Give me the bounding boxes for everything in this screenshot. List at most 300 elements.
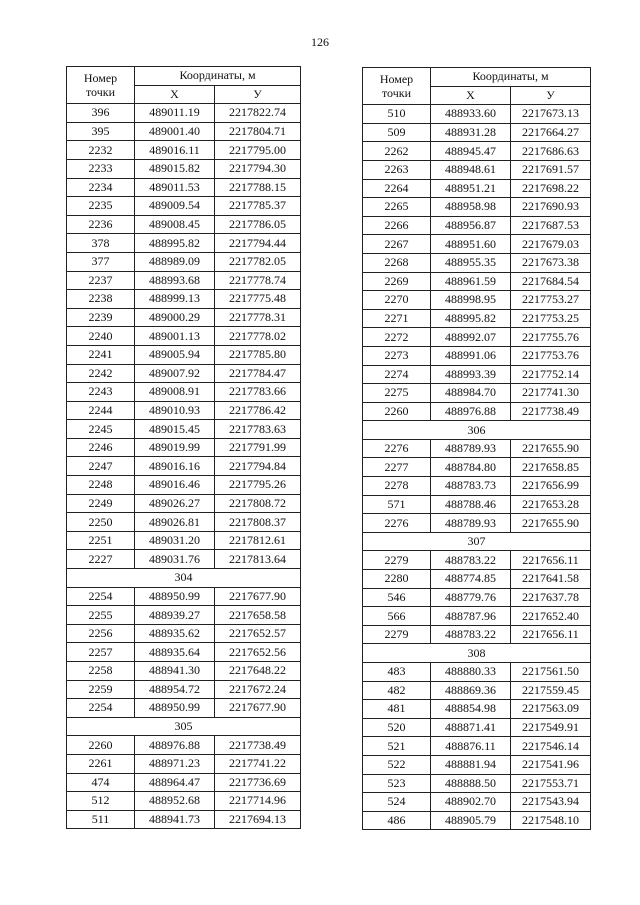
y-coordinate-cell: 2217694.13 bbox=[215, 810, 301, 829]
y-coordinate-cell: 2217698.22 bbox=[511, 179, 591, 198]
point-number-cell: 2239 bbox=[67, 308, 135, 327]
point-number-cell: 2237 bbox=[67, 271, 135, 290]
point-number-cell: 2271 bbox=[363, 309, 431, 328]
point-number-cell: 2256 bbox=[67, 624, 135, 643]
x-coordinate-cell: 488951.60 bbox=[431, 235, 511, 254]
x-coordinate-cell: 488989.09 bbox=[135, 252, 215, 271]
point-number-cell: 474 bbox=[67, 773, 135, 792]
table-row bbox=[67, 494, 301, 513]
x-coordinate-cell: 489031.20 bbox=[135, 531, 215, 550]
y-coordinate-cell: 2217778.02 bbox=[215, 327, 301, 346]
point-number-cell: 2236 bbox=[67, 215, 135, 234]
table-row bbox=[363, 495, 591, 514]
y-coordinate-cell: 2217559.45 bbox=[511, 681, 591, 700]
x-coordinate-cell: 488871.41 bbox=[431, 718, 511, 737]
header-y: У bbox=[511, 86, 591, 105]
y-coordinate-cell: 2217783.63 bbox=[215, 420, 301, 439]
point-number-cell: 2246 bbox=[67, 438, 135, 457]
x-coordinate-cell: 489016.46 bbox=[135, 476, 215, 495]
table-row bbox=[363, 663, 591, 682]
y-coordinate-cell: 2217553.71 bbox=[511, 774, 591, 793]
table-row bbox=[363, 160, 591, 179]
point-number-cell: 483 bbox=[363, 663, 431, 682]
point-number-cell: 2279 bbox=[363, 625, 431, 644]
y-coordinate-cell: 2217752.14 bbox=[511, 365, 591, 384]
y-coordinate-cell: 2217561.50 bbox=[511, 663, 591, 682]
y-coordinate-cell: 2217738.49 bbox=[511, 402, 591, 421]
x-coordinate-cell: 489009.54 bbox=[135, 197, 215, 216]
table-row bbox=[363, 625, 591, 644]
point-number-cell: 2238 bbox=[67, 290, 135, 309]
table-row bbox=[363, 365, 591, 384]
x-coordinate-cell: 489016.16 bbox=[135, 457, 215, 476]
table-row bbox=[363, 309, 591, 328]
table-row bbox=[363, 458, 591, 477]
x-coordinate-cell: 488933.60 bbox=[431, 105, 511, 124]
table-row bbox=[67, 550, 301, 569]
table-row bbox=[67, 754, 301, 773]
table-row bbox=[67, 308, 301, 327]
table-row bbox=[363, 328, 591, 347]
point-number-cell: 2257 bbox=[67, 643, 135, 662]
y-coordinate-cell: 2217753.76 bbox=[511, 346, 591, 365]
point-number-cell: 2267 bbox=[363, 235, 431, 254]
point-number-cell: 521 bbox=[363, 737, 431, 756]
table-row bbox=[67, 606, 301, 625]
y-coordinate-cell: 2217786.42 bbox=[215, 401, 301, 420]
table-row bbox=[363, 291, 591, 310]
y-coordinate-cell: 2217641.58 bbox=[511, 570, 591, 589]
y-coordinate-cell: 2217786.05 bbox=[215, 215, 301, 234]
point-number-cell: 377 bbox=[67, 252, 135, 271]
point-number-cell: 2244 bbox=[67, 401, 135, 420]
point-number-cell: 2260 bbox=[363, 402, 431, 421]
point-number-cell: 2277 bbox=[363, 458, 431, 477]
y-coordinate-cell: 2217691.57 bbox=[511, 160, 591, 179]
point-number-cell: 2275 bbox=[363, 384, 431, 403]
table-row bbox=[67, 476, 301, 495]
section-row bbox=[363, 421, 591, 440]
y-coordinate-cell: 2217656.11 bbox=[511, 625, 591, 644]
x-coordinate-cell: 489005.94 bbox=[135, 345, 215, 364]
point-number-cell: 2264 bbox=[363, 179, 431, 198]
point-number-cell: 2263 bbox=[363, 160, 431, 179]
y-coordinate-cell: 2217548.10 bbox=[511, 811, 591, 830]
x-coordinate-cell: 488779.76 bbox=[431, 588, 511, 607]
table-row bbox=[363, 718, 591, 737]
x-coordinate-cell: 488787.96 bbox=[431, 607, 511, 626]
header-point-line1: Номер bbox=[379, 72, 414, 87]
y-coordinate-cell: 2217672.24 bbox=[215, 680, 301, 699]
y-coordinate-cell: 2217541.96 bbox=[511, 755, 591, 774]
x-coordinate-cell: 488950.99 bbox=[135, 587, 215, 606]
table-row bbox=[363, 105, 591, 124]
table-row bbox=[67, 234, 301, 253]
y-coordinate-cell: 2217808.72 bbox=[215, 494, 301, 513]
x-coordinate-cell: 488881.94 bbox=[431, 755, 511, 774]
table-row bbox=[363, 551, 591, 570]
section-row bbox=[363, 644, 591, 663]
section-label: 305 bbox=[67, 717, 301, 736]
y-coordinate-cell: 2217655.90 bbox=[511, 439, 591, 458]
table-row bbox=[363, 123, 591, 142]
x-coordinate-cell: 488774.85 bbox=[431, 570, 511, 589]
point-number-cell: 2235 bbox=[67, 197, 135, 216]
y-coordinate-cell: 2217804.71 bbox=[215, 122, 301, 141]
x-coordinate-cell: 488961.59 bbox=[431, 272, 511, 291]
point-number-cell: 2241 bbox=[67, 345, 135, 364]
table-row bbox=[363, 216, 591, 235]
section-row bbox=[67, 717, 301, 736]
y-coordinate-cell: 2217795.00 bbox=[215, 141, 301, 160]
table-row bbox=[67, 643, 301, 662]
section-row bbox=[67, 569, 301, 588]
point-number-cell: 482 bbox=[363, 681, 431, 700]
x-coordinate-cell: 488951.21 bbox=[431, 179, 511, 198]
table-row bbox=[67, 178, 301, 197]
y-coordinate-cell: 2217652.57 bbox=[215, 624, 301, 643]
section-label: 306 bbox=[363, 421, 591, 440]
table-row bbox=[363, 179, 591, 198]
y-coordinate-cell: 2217677.90 bbox=[215, 699, 301, 718]
y-coordinate-cell: 2217794.84 bbox=[215, 457, 301, 476]
x-coordinate-cell: 489008.91 bbox=[135, 383, 215, 402]
point-number-cell: 2265 bbox=[363, 198, 431, 217]
header-coordinates: Координаты, м bbox=[135, 67, 301, 86]
table-row bbox=[363, 700, 591, 719]
header-point-number bbox=[67, 67, 135, 104]
header-point-line1: Номер bbox=[83, 71, 118, 86]
y-coordinate-cell: 2217648.22 bbox=[215, 662, 301, 681]
x-coordinate-cell: 488876.11 bbox=[431, 737, 511, 756]
point-number-cell: 2240 bbox=[67, 327, 135, 346]
y-coordinate-cell: 2217677.90 bbox=[215, 587, 301, 606]
x-coordinate-cell: 489010.93 bbox=[135, 401, 215, 420]
y-coordinate-cell: 2217783.66 bbox=[215, 383, 301, 402]
table-row bbox=[67, 699, 301, 718]
x-coordinate-cell: 489026.27 bbox=[135, 494, 215, 513]
y-coordinate-cell: 2217637.78 bbox=[511, 588, 591, 607]
point-number-cell: 524 bbox=[363, 793, 431, 812]
x-coordinate-cell: 489031.76 bbox=[135, 550, 215, 569]
y-coordinate-cell: 2217785.80 bbox=[215, 345, 301, 364]
x-coordinate-cell: 489016.11 bbox=[135, 141, 215, 160]
point-number-cell: 2243 bbox=[67, 383, 135, 402]
point-number-cell: 2250 bbox=[67, 513, 135, 532]
point-number-cell: 2227 bbox=[67, 550, 135, 569]
point-number-cell: 2247 bbox=[67, 457, 135, 476]
coordinates-table-right bbox=[362, 67, 591, 830]
point-number-cell: 2259 bbox=[67, 680, 135, 699]
point-number-cell: 566 bbox=[363, 607, 431, 626]
x-coordinate-cell: 488931.28 bbox=[431, 123, 511, 142]
table-row bbox=[363, 588, 591, 607]
table-row bbox=[67, 104, 301, 123]
point-number-cell: 2245 bbox=[67, 420, 135, 439]
x-coordinate-cell: 488993.39 bbox=[431, 365, 511, 384]
y-coordinate-cell: 2217775.48 bbox=[215, 290, 301, 309]
point-number-cell: 2234 bbox=[67, 178, 135, 197]
y-coordinate-cell: 2217546.14 bbox=[511, 737, 591, 756]
header-point-line2: точки bbox=[381, 86, 412, 101]
x-coordinate-cell: 488869.36 bbox=[431, 681, 511, 700]
y-coordinate-cell: 2217755.76 bbox=[511, 328, 591, 347]
point-number-cell: 2268 bbox=[363, 253, 431, 272]
y-coordinate-cell: 2217753.25 bbox=[511, 309, 591, 328]
point-number-cell: 396 bbox=[67, 104, 135, 123]
table-row bbox=[67, 159, 301, 178]
point-number-cell: 571 bbox=[363, 495, 431, 514]
y-coordinate-cell: 2217794.30 bbox=[215, 159, 301, 178]
x-coordinate-cell: 488995.82 bbox=[431, 309, 511, 328]
y-coordinate-cell: 2217686.63 bbox=[511, 142, 591, 161]
y-coordinate-cell: 2217658.85 bbox=[511, 458, 591, 477]
section-label: 304 bbox=[67, 569, 301, 588]
table-row bbox=[363, 793, 591, 812]
x-coordinate-cell: 488984.70 bbox=[431, 384, 511, 403]
point-number-cell: 395 bbox=[67, 122, 135, 141]
y-coordinate-cell: 2217753.27 bbox=[511, 291, 591, 310]
x-coordinate-cell: 489007.92 bbox=[135, 364, 215, 383]
x-coordinate-cell: 488783.22 bbox=[431, 551, 511, 570]
y-coordinate-cell: 2217658.58 bbox=[215, 606, 301, 625]
x-coordinate-cell: 489008.45 bbox=[135, 215, 215, 234]
table-row bbox=[67, 290, 301, 309]
y-coordinate-cell: 2217673.13 bbox=[511, 105, 591, 124]
table-row bbox=[67, 438, 301, 457]
header-y: У bbox=[215, 85, 301, 104]
x-coordinate-cell: 488971.23 bbox=[135, 754, 215, 773]
table-row bbox=[67, 364, 301, 383]
y-coordinate-cell: 2217794.44 bbox=[215, 234, 301, 253]
x-coordinate-cell: 488976.88 bbox=[135, 736, 215, 755]
point-number-cell: 2279 bbox=[363, 551, 431, 570]
table-row bbox=[67, 252, 301, 271]
x-coordinate-cell: 489019.99 bbox=[135, 438, 215, 457]
point-number-cell: 2274 bbox=[363, 365, 431, 384]
x-coordinate-cell: 488991.06 bbox=[431, 346, 511, 365]
table-body-right bbox=[363, 105, 591, 830]
x-coordinate-cell: 489026.81 bbox=[135, 513, 215, 532]
point-number-cell: 2276 bbox=[363, 439, 431, 458]
x-coordinate-cell: 488993.68 bbox=[135, 271, 215, 290]
y-coordinate-cell: 2217795.26 bbox=[215, 476, 301, 495]
table-row bbox=[67, 531, 301, 550]
table-row bbox=[363, 570, 591, 589]
x-coordinate-cell: 489011.19 bbox=[135, 104, 215, 123]
table-row bbox=[67, 792, 301, 811]
header-x: X bbox=[135, 85, 215, 104]
x-coordinate-cell: 488905.79 bbox=[431, 811, 511, 830]
x-coordinate-cell: 488939.27 bbox=[135, 606, 215, 625]
point-number-cell: 2261 bbox=[67, 754, 135, 773]
y-coordinate-cell: 2217813.64 bbox=[215, 550, 301, 569]
header-coordinates: Координаты, м bbox=[431, 68, 591, 87]
x-coordinate-cell: 488941.73 bbox=[135, 810, 215, 829]
y-coordinate-cell: 2217741.30 bbox=[511, 384, 591, 403]
table-row bbox=[67, 810, 301, 829]
x-coordinate-cell: 488902.70 bbox=[431, 793, 511, 812]
point-number-cell: 2249 bbox=[67, 494, 135, 513]
point-number-cell: 2254 bbox=[67, 587, 135, 606]
x-coordinate-cell: 488941.30 bbox=[135, 662, 215, 681]
x-coordinate-cell: 488854.98 bbox=[431, 700, 511, 719]
table-row bbox=[67, 345, 301, 364]
point-number-cell: 512 bbox=[67, 792, 135, 811]
table-row bbox=[67, 401, 301, 420]
point-number-cell: 2232 bbox=[67, 141, 135, 160]
x-coordinate-cell: 489011.53 bbox=[135, 178, 215, 197]
y-coordinate-cell: 2217808.37 bbox=[215, 513, 301, 532]
table-body-left bbox=[67, 104, 301, 829]
x-coordinate-cell: 488995.82 bbox=[135, 234, 215, 253]
x-coordinate-cell: 488999.13 bbox=[135, 290, 215, 309]
table-row bbox=[67, 215, 301, 234]
y-coordinate-cell: 2217736.69 bbox=[215, 773, 301, 792]
point-number-cell: 481 bbox=[363, 700, 431, 719]
table-row bbox=[363, 514, 591, 533]
x-coordinate-cell: 488789.93 bbox=[431, 439, 511, 458]
y-coordinate-cell: 2217684.54 bbox=[511, 272, 591, 291]
y-coordinate-cell: 2217782.05 bbox=[215, 252, 301, 271]
header-x: X bbox=[431, 86, 511, 105]
table-row bbox=[67, 773, 301, 792]
point-number-cell: 511 bbox=[67, 810, 135, 829]
y-coordinate-cell: 2217652.40 bbox=[511, 607, 591, 626]
point-number-cell: 2272 bbox=[363, 328, 431, 347]
point-number-cell: 2260 bbox=[67, 736, 135, 755]
point-number-cell: 486 bbox=[363, 811, 431, 830]
y-coordinate-cell: 2217738.49 bbox=[215, 736, 301, 755]
table-row bbox=[67, 587, 301, 606]
section-label: 308 bbox=[363, 644, 591, 663]
point-number-cell: 520 bbox=[363, 718, 431, 737]
point-number-cell: 546 bbox=[363, 588, 431, 607]
point-number-cell: 2248 bbox=[67, 476, 135, 495]
y-coordinate-cell: 2217656.99 bbox=[511, 477, 591, 496]
x-coordinate-cell: 488958.98 bbox=[431, 198, 511, 217]
table-row bbox=[363, 198, 591, 217]
x-coordinate-cell: 488783.73 bbox=[431, 477, 511, 496]
y-coordinate-cell: 2217653.28 bbox=[511, 495, 591, 514]
y-coordinate-cell: 2217741.22 bbox=[215, 754, 301, 773]
table-row bbox=[363, 142, 591, 161]
table-row bbox=[67, 624, 301, 643]
coordinates-table-left bbox=[66, 66, 301, 829]
table-row bbox=[363, 439, 591, 458]
point-number-cell: 523 bbox=[363, 774, 431, 793]
table-row bbox=[67, 457, 301, 476]
x-coordinate-cell: 488935.62 bbox=[135, 624, 215, 643]
x-coordinate-cell: 488935.64 bbox=[135, 643, 215, 662]
x-coordinate-cell: 489015.45 bbox=[135, 420, 215, 439]
section-row bbox=[363, 532, 591, 551]
point-number-cell: 2269 bbox=[363, 272, 431, 291]
table-row bbox=[363, 737, 591, 756]
table-row bbox=[67, 680, 301, 699]
x-coordinate-cell: 488945.47 bbox=[431, 142, 511, 161]
y-coordinate-cell: 2217652.56 bbox=[215, 643, 301, 662]
table-row bbox=[363, 346, 591, 365]
y-coordinate-cell: 2217549.91 bbox=[511, 718, 591, 737]
point-number-cell: 2255 bbox=[67, 606, 135, 625]
x-coordinate-cell: 488954.72 bbox=[135, 680, 215, 699]
point-number-cell: 2278 bbox=[363, 477, 431, 496]
x-coordinate-cell: 488955.35 bbox=[431, 253, 511, 272]
y-coordinate-cell: 2217543.94 bbox=[511, 793, 591, 812]
point-number-cell: 2276 bbox=[363, 514, 431, 533]
table-row bbox=[363, 235, 591, 254]
point-number-cell: 510 bbox=[363, 105, 431, 124]
table-row bbox=[67, 327, 301, 346]
table-row bbox=[67, 420, 301, 439]
point-number-cell: 378 bbox=[67, 234, 135, 253]
x-coordinate-cell: 488950.99 bbox=[135, 699, 215, 718]
table-row bbox=[363, 811, 591, 830]
y-coordinate-cell: 2217785.37 bbox=[215, 197, 301, 216]
x-coordinate-cell: 488976.88 bbox=[431, 402, 511, 421]
y-coordinate-cell: 2217563.09 bbox=[511, 700, 591, 719]
point-number-cell: 2273 bbox=[363, 346, 431, 365]
table-row bbox=[67, 383, 301, 402]
y-coordinate-cell: 2217673.38 bbox=[511, 253, 591, 272]
point-number-cell: 2258 bbox=[67, 662, 135, 681]
y-coordinate-cell: 2217788.15 bbox=[215, 178, 301, 197]
table-row bbox=[363, 477, 591, 496]
y-coordinate-cell: 2217714.96 bbox=[215, 792, 301, 811]
x-coordinate-cell: 488952.68 bbox=[135, 792, 215, 811]
table-row bbox=[363, 681, 591, 700]
header-point-line2: точки bbox=[85, 85, 116, 100]
point-number-cell: 2266 bbox=[363, 216, 431, 235]
y-coordinate-cell: 2217656.11 bbox=[511, 551, 591, 570]
x-coordinate-cell: 488788.46 bbox=[431, 495, 511, 514]
table-row bbox=[67, 141, 301, 160]
point-number-cell: 522 bbox=[363, 755, 431, 774]
table-row bbox=[67, 271, 301, 290]
page-number: 126 bbox=[311, 35, 329, 49]
y-coordinate-cell: 2217778.31 bbox=[215, 308, 301, 327]
table-row bbox=[363, 272, 591, 291]
x-coordinate-cell: 488948.61 bbox=[431, 160, 511, 179]
y-coordinate-cell: 2217664.27 bbox=[511, 123, 591, 142]
y-coordinate-cell: 2217687.53 bbox=[511, 216, 591, 235]
x-coordinate-cell: 488784.80 bbox=[431, 458, 511, 477]
table-row bbox=[67, 662, 301, 681]
x-coordinate-cell: 488964.47 bbox=[135, 773, 215, 792]
table-row bbox=[363, 755, 591, 774]
point-number-cell: 2270 bbox=[363, 291, 431, 310]
point-number-cell: 2242 bbox=[67, 364, 135, 383]
point-number-cell: 2233 bbox=[67, 159, 135, 178]
y-coordinate-cell: 2217784.47 bbox=[215, 364, 301, 383]
y-coordinate-cell: 2217812.61 bbox=[215, 531, 301, 550]
x-coordinate-cell: 489000.29 bbox=[135, 308, 215, 327]
table-row bbox=[363, 607, 591, 626]
x-coordinate-cell: 488998.95 bbox=[431, 291, 511, 310]
y-coordinate-cell: 2217791.99 bbox=[215, 438, 301, 457]
point-number-cell: 509 bbox=[363, 123, 431, 142]
table-row bbox=[363, 384, 591, 403]
x-coordinate-cell: 488956.87 bbox=[431, 216, 511, 235]
x-coordinate-cell: 488888.50 bbox=[431, 774, 511, 793]
table-row bbox=[67, 122, 301, 141]
x-coordinate-cell: 488789.93 bbox=[431, 514, 511, 533]
point-number-cell: 2254 bbox=[67, 699, 135, 718]
y-coordinate-cell: 2217655.90 bbox=[511, 514, 591, 533]
y-coordinate-cell: 2217778.74 bbox=[215, 271, 301, 290]
x-coordinate-cell: 488880.33 bbox=[431, 663, 511, 682]
